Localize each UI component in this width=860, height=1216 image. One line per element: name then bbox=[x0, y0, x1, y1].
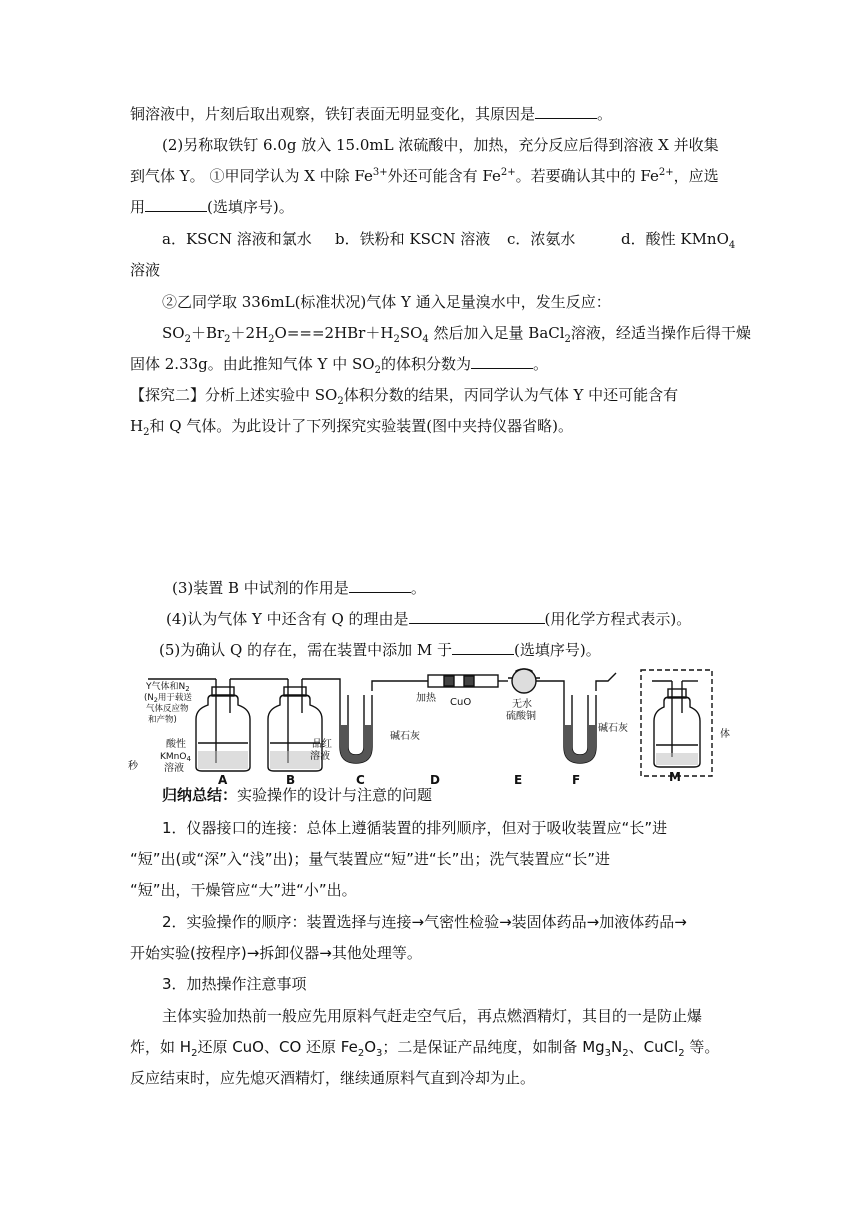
reagent-d-label: CuO bbox=[450, 697, 472, 708]
text-line-4: 用 (选填序号)。 bbox=[130, 198, 294, 216]
heated-tube-d bbox=[428, 675, 498, 687]
equation-line: $SO_2+Br_2+2H_2O===2HBr+H_2SO_4$ 然后加入足量 BaCl$_2$溶液，经适当操作后得干燥 bbox=[162, 324, 751, 345]
option-d: d．酸性 KMnO$_4$ bbox=[621, 230, 736, 251]
reagent-c-label: 碱石灰 bbox=[390, 731, 420, 742]
text-line-8: $H_2$和 Q 气体。为此设计了下列探究实验装置(图中夹持仪器省略)。 bbox=[130, 417, 574, 438]
label-f: F bbox=[572, 773, 581, 787]
option-a: a．KSCN 溶液和氯水 bbox=[162, 230, 312, 248]
text-line-5: ②乙同学取 336mL(标准状况)气体 Y 通入足量溴水中，发生反应： bbox=[162, 293, 611, 311]
summary-3-line-3: 反应结束时，应先熄灭酒精灯，继续通原料气直到冷却为止。 bbox=[130, 1069, 536, 1087]
apparatus-diagram bbox=[128, 667, 732, 787]
question-5: (5)为确认 Q 的存在，需在装置中添加 M 于 (选填序号)。 bbox=[159, 641, 601, 659]
answer-blank bbox=[145, 197, 207, 212]
summary-3-title: 3．加热操作注意事项 bbox=[162, 975, 307, 993]
reagent-b-label-1: 品红 bbox=[312, 739, 332, 750]
text-line-1: 铜溶液中，片刻后取出观察，铁钉表面无明显变化，其原因是 。 bbox=[130, 105, 613, 123]
answer-blank bbox=[471, 354, 533, 369]
answer-blank bbox=[349, 578, 411, 593]
answer-blank bbox=[535, 104, 597, 119]
answer-blank bbox=[409, 609, 545, 624]
heat-label: 加热 bbox=[416, 693, 436, 704]
inlet-label-1: Y气体和$N_2$ bbox=[146, 682, 190, 693]
label-a: A bbox=[218, 773, 228, 787]
left-edge-char: 秒 bbox=[128, 761, 138, 772]
text-line-6: 固体 2.33g。由此推知气体 Y 中 $SO_2$的体积分数为 。 bbox=[130, 355, 548, 376]
label-m: M bbox=[669, 770, 681, 784]
reagent-a-label-1: 酸性 bbox=[166, 739, 186, 750]
question-4: (4)认为气体 Y 中还含有 Q 的理由是 (用化学方程式表示)。 bbox=[166, 610, 692, 628]
inlet-label-2: ($N_2$用于载送 bbox=[144, 693, 192, 704]
reagent-a-label-3: 溶液 bbox=[164, 763, 184, 774]
label-c: C bbox=[356, 773, 365, 787]
reagent-a-label-2: KMnO$_4$ bbox=[160, 752, 191, 763]
option-d-cont: 溶液 bbox=[130, 261, 161, 279]
reagent-b-label-2: 溶液 bbox=[310, 751, 330, 762]
question-3: (3)装置 B 中试剂的作用是 。 bbox=[172, 579, 426, 597]
drying-tube-e bbox=[508, 669, 556, 693]
summary-2-line-2: 开始实验(按程序)→拆卸仪器→其他处理等。 bbox=[130, 944, 422, 962]
right-edge-char: 体 bbox=[720, 729, 730, 740]
reagent-f-label: 碱石灰 bbox=[598, 723, 628, 734]
text-line-3: 到气体 Y。 ①甲同学认为 X 中除 $Fe^{3+}$外还可能含有 $Fe^{2+}$。若要确认其中的 $Fe^{2+}$，应选 bbox=[130, 167, 719, 185]
option-c: c．浓氨水 bbox=[507, 230, 576, 248]
label-d: D bbox=[430, 773, 440, 787]
reagent-e-label-1: 无水 bbox=[512, 699, 532, 710]
inlet-label-3: 气体反应物 bbox=[146, 704, 189, 714]
text-line-2: (2)另称取铁钉 6.0g 放入 15.0mL 浓硫酸中，加热，充分反应后得到溶液 X 并收集 bbox=[162, 136, 719, 154]
summary-1-line-3: “短”出，干燥管应“大”进“小”出。 bbox=[130, 881, 357, 899]
summary-1-line-1: 1．仪器接口的连接：总体上遵循装置的排列顺序，但对于吸收装置应“长”进 bbox=[162, 819, 668, 837]
inlet-label-4: 和产物) bbox=[148, 715, 177, 725]
reagent-e-label-2: 硫酸铜 bbox=[506, 711, 536, 722]
summary-3-line-2: 炸，如 $H_2$还原 CuO、CO 还原 $Fe_2O_3$；二是保证产品纯度，如制备 $Mg_3N_2$、CuCl$_2$ 等。 bbox=[130, 1038, 720, 1059]
summary-1-line-2: “短”出(或“深”入“浅”出)；量气装置应“短”进“长”出；洗气装置应“长”进 bbox=[130, 850, 610, 868]
label-b: B bbox=[286, 773, 296, 787]
summary-2-line-1: 2．实验操作的顺序：装置选择与连接→气密性检验→装固体药品→加液体药品→ bbox=[162, 913, 687, 931]
answer-blank bbox=[452, 640, 514, 655]
option-b: b．铁粉和 KSCN 溶液 bbox=[335, 230, 491, 248]
summary-title: 归纳总结：实验操作的设计与注意的问题 bbox=[162, 786, 433, 804]
summary-3-line-1: 主体实验加热前一般应先用原料气赶走空气后，再点燃酒精灯，其目的一是防止爆 bbox=[162, 1007, 703, 1025]
text-line-7: 【探究二】分析上述实验中 $SO_2$体积分数的结果，丙同学认为气体 Y 中还可能含有 bbox=[130, 386, 679, 407]
label-e: E bbox=[514, 773, 523, 787]
